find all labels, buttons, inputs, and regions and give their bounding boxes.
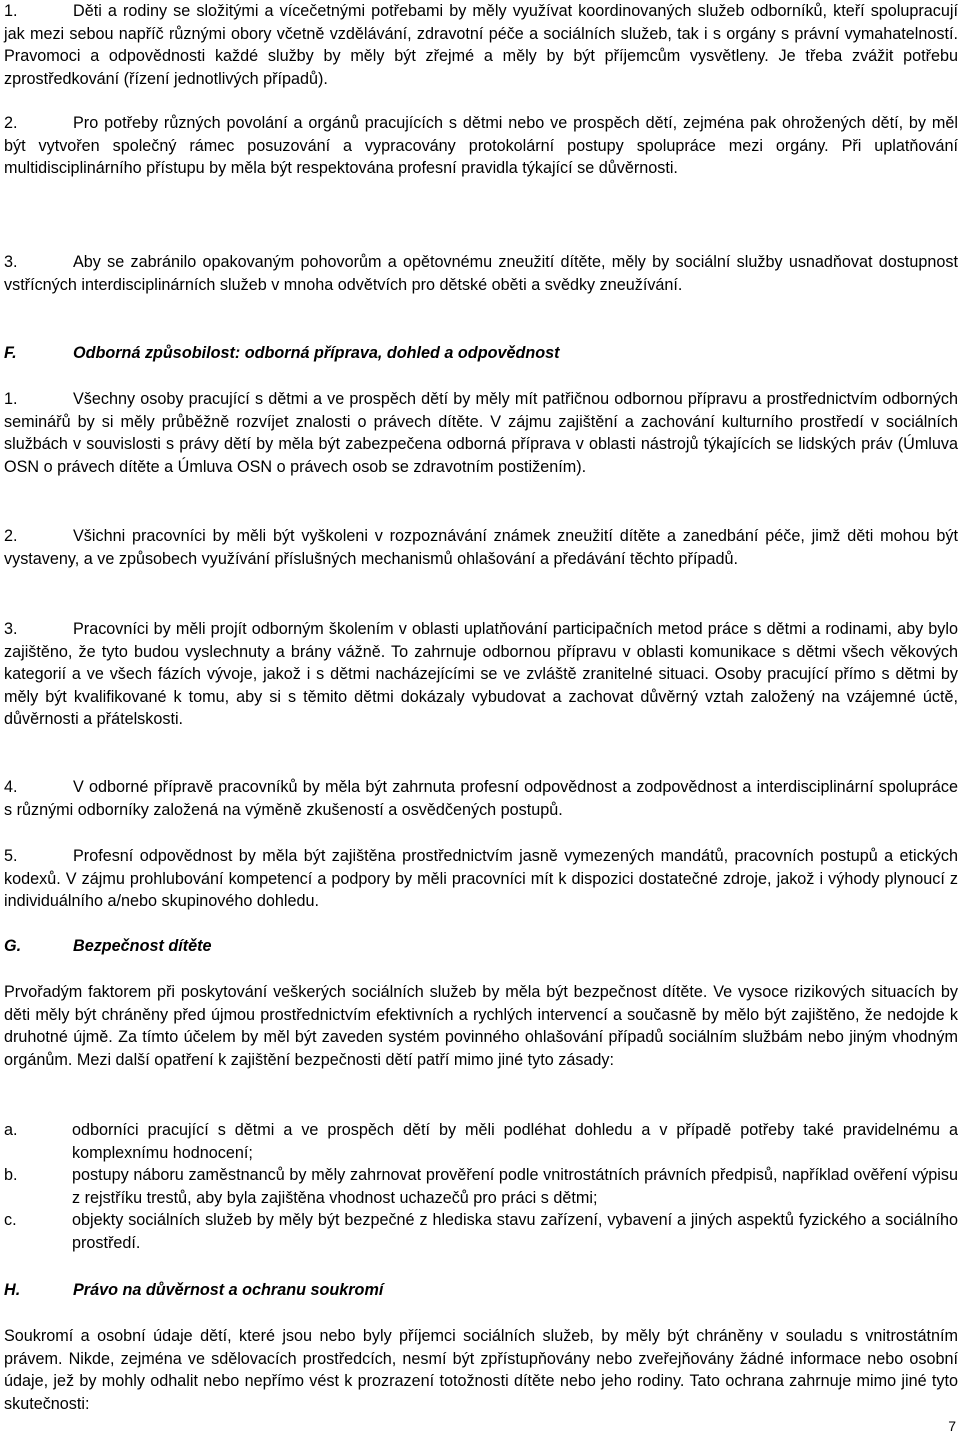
section-heading-h xyxy=(4,1279,958,1302)
list-item-letter: b. xyxy=(4,1166,18,1185)
paragraph-e3 xyxy=(4,251,958,296)
paragraph-text: Pro potřeby různých povolání a orgánů pracujících s dětmi nebo ve prospěch dětí, zejména pak ohrožených dětí, by měl být vytvořen společný rámec posuzování a vypracovány protokolární postupy spolupráce mezi orgány. Při uplatňování multidisciplinárního přístupu by měla být respektována profesní pravidla týkající se důvěrnosti. xyxy=(4,114,958,178)
paragraph-text: V odborné přípravě pracovníků by měla být zahrnuta profesní odpovědnost a zodpovědnost a interdisciplinární spolupráce s různými odborníky založená na výměně zkušeností a osvědčených postupů. xyxy=(4,778,958,819)
paragraph-number: 1. xyxy=(4,390,18,408)
paragraph-f2 xyxy=(4,525,958,570)
paragraph-f3 xyxy=(4,618,958,731)
paragraph-f4 xyxy=(4,776,958,821)
paragraph-number: 5. xyxy=(4,847,18,865)
section-g-list xyxy=(4,1119,958,1255)
list-item xyxy=(4,1209,958,1254)
section-heading-g xyxy=(4,935,958,958)
list-item xyxy=(4,1164,958,1209)
paragraph-number: 1. xyxy=(4,2,18,20)
paragraph-number: 3. xyxy=(4,253,18,271)
paragraph-f5 xyxy=(4,845,958,913)
paragraph-number: 2. xyxy=(4,527,18,545)
section-number: F. xyxy=(4,344,17,362)
paragraph-e1 xyxy=(4,0,958,90)
list-item xyxy=(4,1119,958,1164)
paragraph-number: 4. xyxy=(4,778,18,796)
paragraph-text: Všichni pracovníci by měli být vyškoleni v rozpoznávání známek zneužití dítěte a zanedbání péče, jimž děti mohou být vystaveny, a ve způsobech využívání příslušných mechanismů ohlašování a předávání těchto případů. xyxy=(4,527,958,568)
section-title: Právo na důvěrnost a ochranu soukromí xyxy=(73,1281,384,1299)
section-title: Odborná způsobilost: odborná příprava, dohled a odpovědnost xyxy=(73,344,560,362)
list-item-text: postupy náboru zaměstnanců by měly zahrnovat prověření podle vnitrostátních právních předpisů, například ověření výpisu z rejstříku trestů, aby byla zajištěna vhodnost uchazečů pro práci s dětmi; xyxy=(72,1166,958,1207)
section-h-intro: Soukromí a osobní údaje dětí, které jsou nebo byly příjemci sociálních služeb, by měly být chráněny v souladu s vnitrostátním právem. Nikde, zejména ve sdělovacích prostředcích, nesmí být zpřístupňovány nebo zveřejňovány žádné informace nebo osobní údaje, jež by mohly odhalit nebo nepřímo vést k prozrazení totožnosti dítěte nebo jeho rodiny. Tato ochrana zahrnuje mimo jiné tyto skutečnosti: xyxy=(4,1327,958,1413)
list-item-letter: c. xyxy=(4,1211,17,1230)
list-item-letter: a. xyxy=(4,1121,18,1139)
section-title: Bezpečnost dítěte xyxy=(73,937,212,955)
paragraph-text: Všechny osoby pracující s dětmi a ve prospěch dětí by měly mít patřičnou odbornou přípravu a prostřednictvím odborných seminářů by si měly průběžně rozvíjet znalosti o právech dítěte. V zájmu zajištění a zachování kulturního prostředí v sociálních službách v souvislosti s právy dětí by měla být zabezpečena odborná příprava v oblasti nástrojů týkajících se lidských práv (Úmluva OSN o právech dítěte a Úmluva OSN o právech osob se zdravotním postižením). xyxy=(4,390,958,476)
paragraph-number: 3. xyxy=(4,620,18,638)
paragraph-text: Pracovníci by měli projít odborným školením v oblasti uplatňování participačních metod práce s dětmi a rodinami, aby bylo zajištěno, že tyto budou vyslechnuty a brány vážně. To zahrnuje odbornou přípravu v oblasti komunikace s dětmi všech věkových kategorií a ve všech fázích vývoje, jakož i s dětmi nacházejícími se ve zvláště zranitelné situaci. Osoby pracující přímo s dětmi by měly být kvalifikované k tomu, aby si s těmito dětmi dokázaly vybudovat a zachovat důvěrný vztah založený na vzájemné úctě, důvěrnosti a přátelskosti. xyxy=(4,620,958,729)
section-number: G. xyxy=(4,937,22,955)
section-number: H. xyxy=(4,1281,21,1299)
paragraph-text: Aby se zabránilo opakovaným pohovorům a opětovnému zneužití dítěte, měly by sociální služby usnadňovat dostupnost vstřícných interdisciplinárních služeb v mnoha odvětvích pro dětské oběti a svědky zneužívání. xyxy=(4,253,958,294)
paragraph-e2 xyxy=(4,112,958,180)
paragraph-f1 xyxy=(4,388,958,478)
section-heading-f xyxy=(4,342,958,365)
section-g-intro: Prvořadým faktorem při poskytování veškerých sociálních služeb by měla být bezpečnost dítěte. Ve vysoce rizikových situacích by děti měly být chráněny před újmou prostřednictvím efektivních a rychlých intervencí a současně by mělo být zajištěno, že nedojde k druhotné újmě. Za tímto účelem by měl být zaveden systém povinného ohlašování případů sociálním službám nebo jiným vhodným orgánům. Mezi další opatření k zajištění bezpečnosti dětí patří mimo jiné tyto zásady: xyxy=(4,983,958,1069)
paragraph-number: 2. xyxy=(4,114,18,132)
paragraph-text: Profesní odpovědnost by měla být zajištěna prostřednictvím jasně vymezených mandátů, pracovních postupů a etických kodexů. V zájmu prohlubování kompetencí a podpory by měli pracovníci mít k dispozici dostatečné zdroje, jakož i výhody plynoucí z individuálního a/nebo skupinového dohledu. xyxy=(4,847,958,911)
list-item-text: odborníci pracující s dětmi a ve prospěch dětí by měli podléhat dohledu a v případě potřeby také pravidelnému a komplexnímu hodnocení; xyxy=(72,1121,958,1162)
page-number: 7 xyxy=(948,1418,956,1434)
list-item-text: objekty sociálních služeb by měly být bezpečné z hlediska stavu zařízení, vybavení a jiných aspektů fyzického a sociálního prostředí. xyxy=(72,1211,958,1252)
paragraph-text: Děti a rodiny se složitými a vícečetnými potřebami by měly využívat koordinovaných služeb odborníků, kteří spolupracují jak mezi sebou napříč různými obory včetně vzdělávání, zdravotní péče a sociálních služeb, tak i s orgány s právní vymahatelností. Pravomoci a odpovědnosti každé služby by měly být zřejmé a měly by být příjemcům vysvětleny. Je třeba zvážit potřebu zprostředkování (řízení jednotlivých případů). xyxy=(4,2,958,88)
